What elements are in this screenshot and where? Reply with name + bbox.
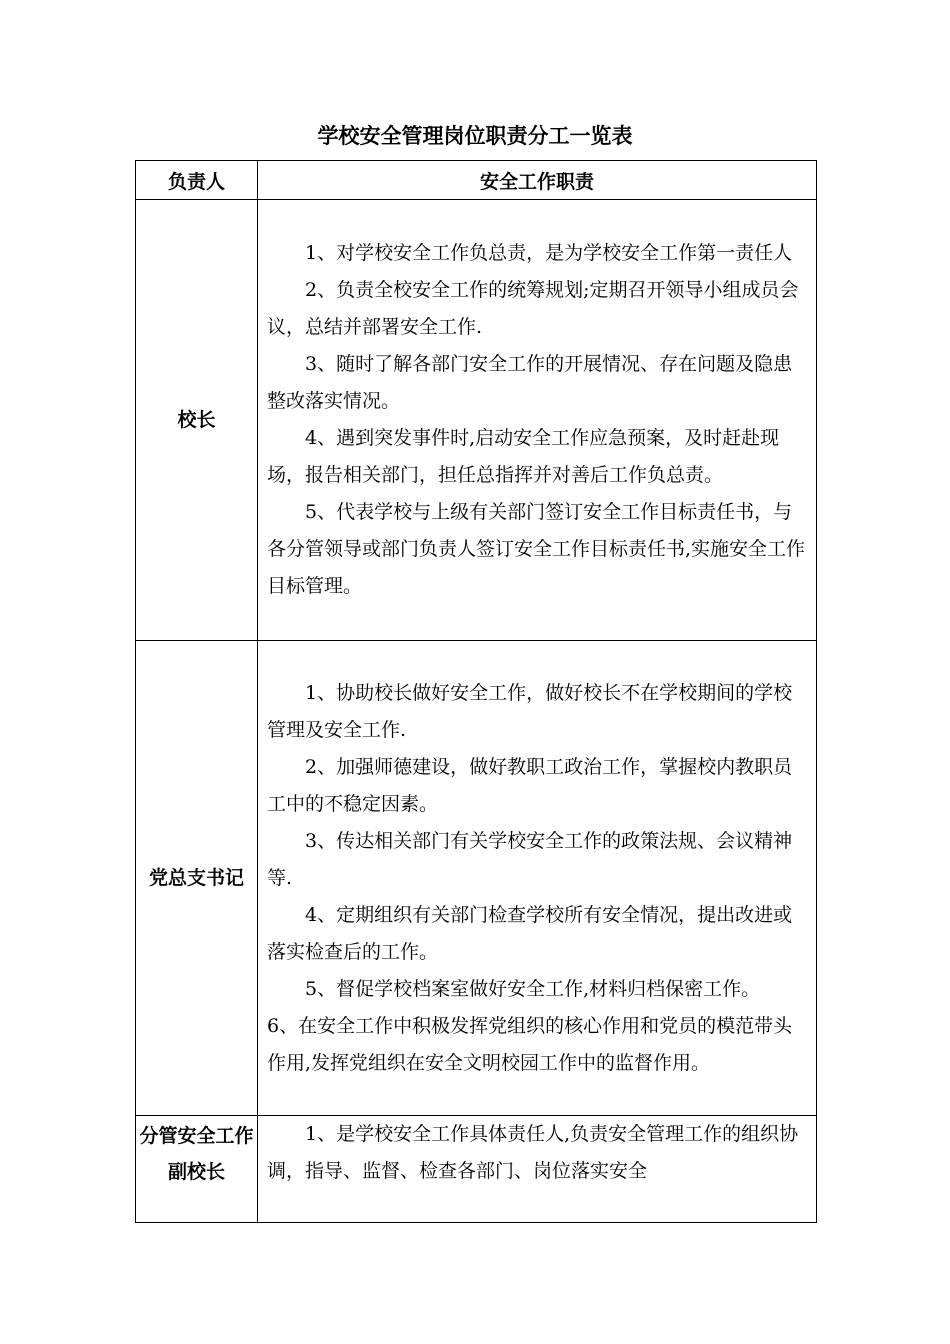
responsibility-table: [135, 160, 817, 1223]
document-title: 学校安全管理岗位职责分工一览表: [317, 124, 633, 148]
duties-vice-principal-safety: [258, 1116, 817, 1223]
table-row: [136, 1116, 817, 1223]
duty-item: 3、传达相关部门有关学校安全工作的政策法规、会议精神等.: [267, 829, 793, 889]
duty-item: 4、定期组织有关部门检查学校所有安全情况，提出改进或落实检查后的工作。: [267, 903, 793, 963]
role-principal: 校长: [136, 200, 258, 641]
duty-item: 3、随时了解各部门安全工作的开展情况、存在问题及隐患整改落实情况。: [267, 353, 793, 412]
table-header-row: [136, 161, 817, 200]
duty-item: 6、在安全工作中积极发挥党组织的核心作用和党员的模范带头作用,发挥党组织在安全文明校园工作中的监督作用。: [267, 1014, 793, 1074]
duty-item: 5、代表学校与上级有关部门签订安全工作目标责任书，与各分管领导或部门负责人签订安全工作目标责任书,实施安全工作目标管理。: [267, 501, 806, 597]
duty-item: 1、是学校安全工作具体责任人,负责安全管理工作的组织协调，指导、监督、检查各部门、岗位落实安全: [267, 1123, 799, 1182]
duty-item: 1、对学校安全工作负总责，是为学校安全工作第一责任人: [305, 242, 793, 264]
role-party-secretary: 党总支书记: [136, 641, 258, 1116]
role-vice-principal-safety: 分管安全工作副校长: [136, 1116, 258, 1223]
duty-item: 4、遇到突发事件时,启动安全工作应急预案，及时赶赴现场，报告相关部门，担任总指挥并对善后工作负总责。: [267, 427, 780, 486]
duty-item: 2、加强师德建设，做好教职工政治工作，掌握校内教职员工中的不稳定因素。: [267, 755, 793, 815]
duties-principal: [258, 200, 817, 641]
duty-item: 1、协助校长做好安全工作，做好校长不在学校期间的学校管理及安全工作.: [267, 681, 793, 741]
header-duties: 安全工作职责: [258, 161, 817, 200]
table-row: [136, 200, 817, 641]
header-person: 负责人: [136, 161, 258, 200]
duties-party-secretary: [258, 641, 817, 1116]
duty-item: 5、督促学校档案室做好安全工作,材料归档保密工作。: [305, 977, 761, 1000]
table-row: [136, 641, 817, 1116]
duty-item: 2、负责全校安全工作的统筹规划;定期召开领导小组成员会议，总结并部署安全工作.: [267, 279, 799, 338]
